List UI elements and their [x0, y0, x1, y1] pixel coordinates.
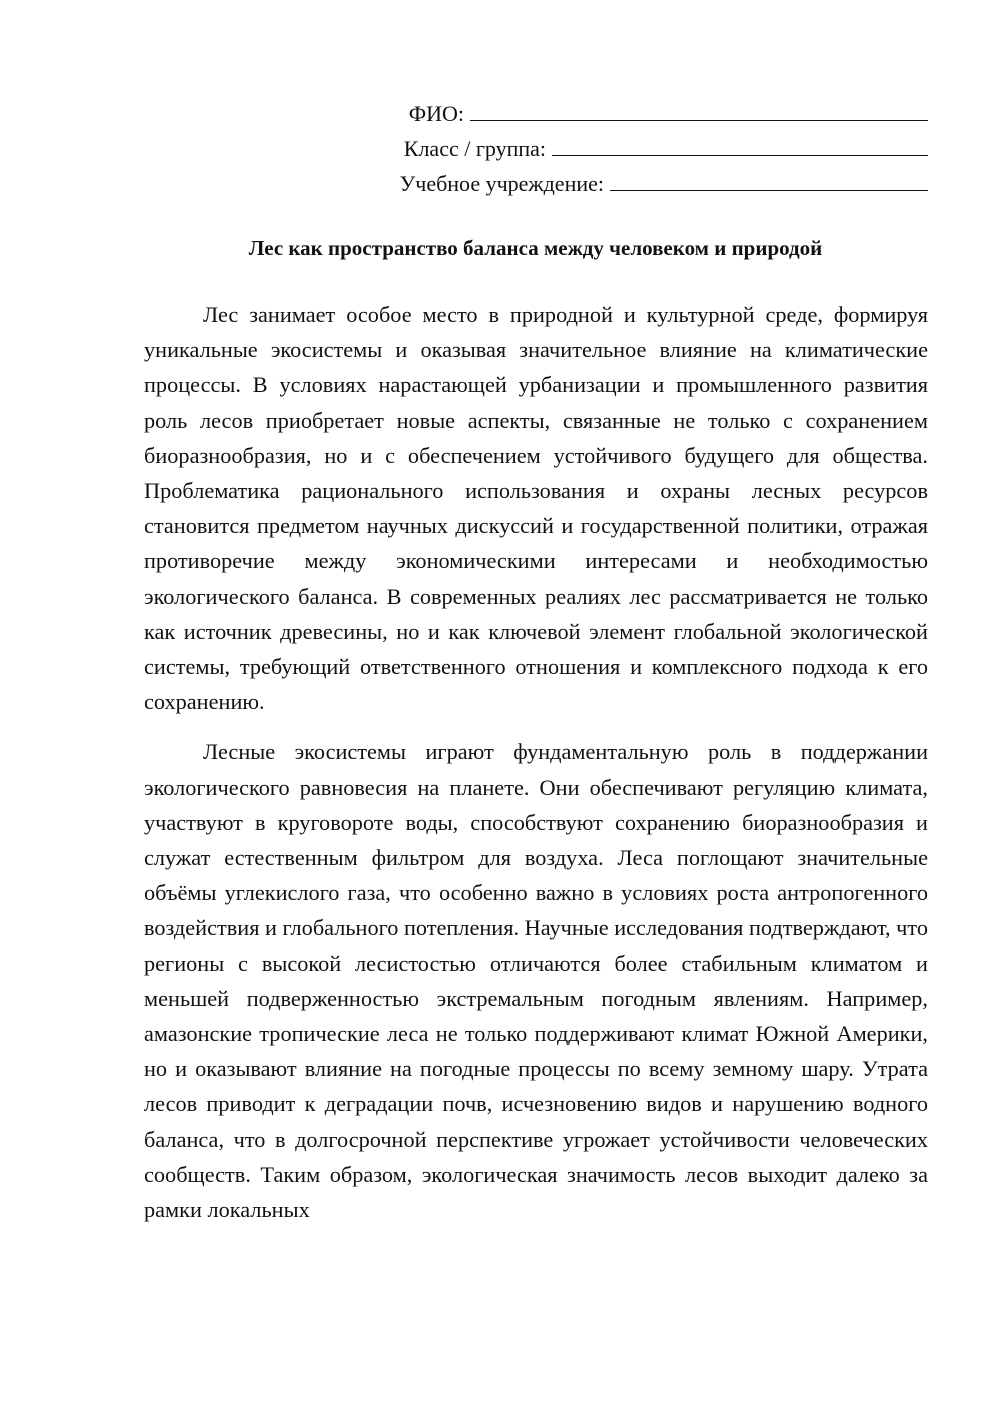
class-field-row: [340, 127, 928, 162]
student-info-fields: [340, 92, 928, 197]
fio-blank-line[interactable]: [470, 96, 928, 121]
school-label: Учебное учреждение:: [399, 171, 604, 196]
paragraph-2: Лесные экосистемы играют фундаментальную роль в поддержании экологического равновесия на планете. Они обеспечивают регуляцию климата, участвуют в круговороте воды, способствуют сохранению биоразнообразия и служат естественным фильтром для воздуха. Леса поглощают значительные объёмы углекислого газа, что особенно важно в условиях роста антропогенного воздействия и глобального потепления. Научные исследования подтверждают, что регионы с высокой лесистостью отличаются более стабильным климатом и меньшей подверженностью экстремальным погодным явлениям. Например, амазонские тропические леса не только поддерживают климат Южной Америки, но и оказывают влияние на погодные процессы по всему земному шару. Утрата лесов приводит к деградации почв, исчезновению видов и нарушению водного баланса, что в долгосрочной перспективе угрожает устойчивости человеческих сообществ. Таким образом, экологическая значимость лесов выходит далеко за рамки локальных: [144, 739, 928, 1223]
paragraph-1: Лес занимает особое место в природной и культурной среде, формируя уникальные экосистемы и оказывая значительное влияние на климатические процессы. В условиях нарастающей урбанизации и промышленного развития роль лесов приобретает новые аспекты, связанные не только с сохранением биоразнообразия, но и с обеспечением устойчивого будущего для общества. Проблематика рационального использования и охраны лесных ресурсов становится предметом научных дискуссий и государственной политики, отражая противоречие между экономическими интересами и необходимостью экологического баланса. В современных реалиях лес рассматривается не только как источник древесины, но и как ключевой элемент глобальной экологической системы, требующий ответственного отношения и комплексного подхода к его сохранению.: [144, 302, 928, 715]
fio-label: ФИО:: [408, 101, 464, 126]
fio-field-row: [340, 92, 928, 127]
document-body: [144, 297, 928, 1242]
school-field-row: [340, 162, 928, 197]
school-blank-line[interactable]: [610, 166, 928, 191]
document-title: Лес как пространство баланса между человеком и природой: [248, 236, 823, 260]
class-label: Класс / группа:: [403, 136, 546, 161]
class-blank-line[interactable]: [552, 131, 928, 156]
